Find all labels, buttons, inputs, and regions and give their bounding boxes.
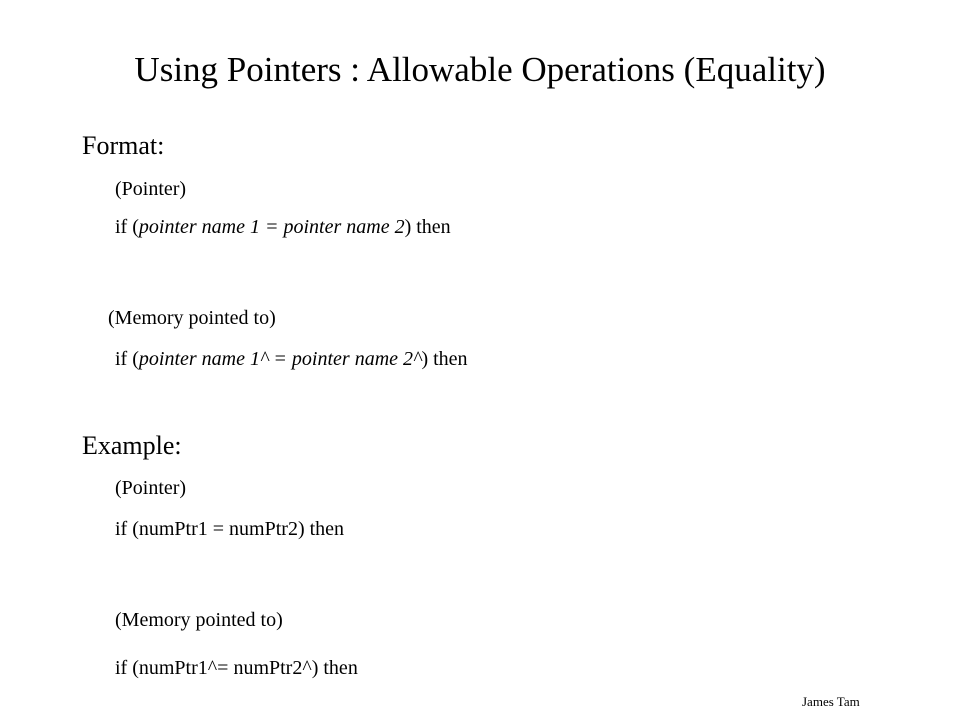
example-heading: Example: (82, 431, 182, 460)
example-memory-label: (Memory pointed to) (115, 609, 283, 631)
slide-title: Using Pointers : Allowable Operations (Equality) (134, 50, 826, 89)
format-memory-line-suffix: ) then (421, 348, 468, 370)
format-memory-line-prefix: if ( (115, 348, 139, 370)
format-memory-label: (Memory pointed to) (108, 307, 276, 329)
format-pointer-line-code: pointer name 1 = pointer name 2 (138, 216, 405, 238)
format-pointer-line-suffix: ) then (404, 216, 451, 238)
format-heading: Format: (82, 131, 165, 160)
example-memory-line: if (numPtr1^= numPtr2^) then (115, 657, 358, 679)
example-pointer-label: (Pointer) (115, 477, 187, 499)
format-memory-line-code: pointer name 1^ = pointer name 2^ (138, 348, 422, 370)
format-pointer-line (115, 214, 451, 240)
format-pointer-line-prefix: if ( (115, 216, 139, 238)
author-footer: James Tam (802, 694, 860, 709)
format-pointer-label: (Pointer) (115, 178, 187, 200)
example-pointer-line: if (numPtr1 = numPtr2) then (115, 518, 345, 540)
format-memory-line (115, 346, 468, 372)
